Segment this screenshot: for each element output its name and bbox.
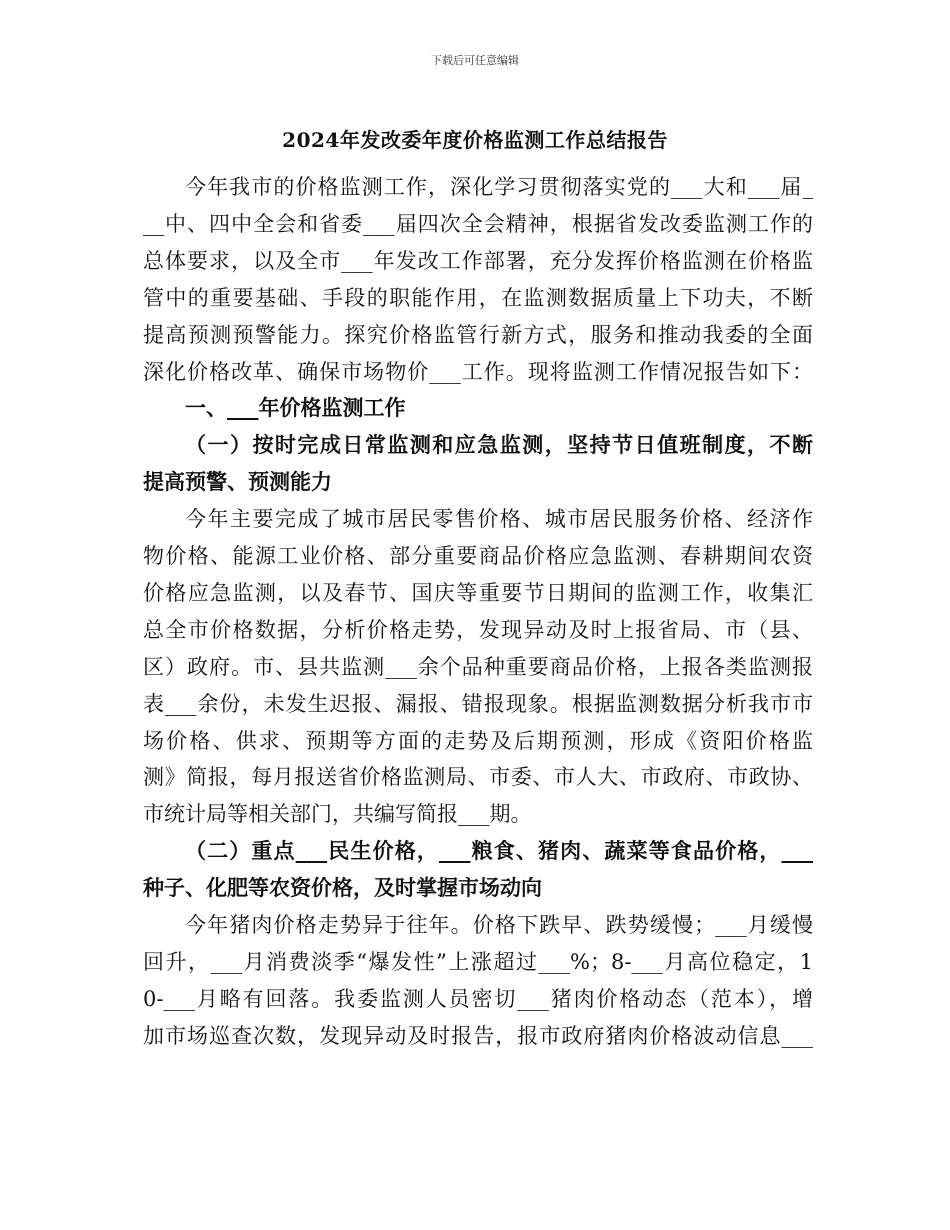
- body-line: 回升，___月消费淡季“爆发性”上涨超过___%；8-___月高位稳定，1: [143, 949, 813, 974]
- body-line: 加市场巡查次数，发现异动及时报告，报市政府猪肉价格波动信息___: [143, 1023, 813, 1048]
- header-note: 下载后可任意编辑: [431, 54, 519, 67]
- subsection-heading: （一）按时完成日常监测和应急监测，坚持节日值班制度，不断: [185, 432, 813, 458]
- subsection-heading: （二）重点___民生价格，___粮食、猪肉、蔬菜等食品价格，___: [185, 838, 813, 864]
- body-line: 场价格、供求、预期等方面的走势及后期预测，形成《资阳价格监: [143, 728, 813, 753]
- body-line: 表___余份，未发生迟报、漏报、错报现象。根据监测数据分析我市市: [143, 691, 813, 716]
- body-line: 市统计局等相关部门，共编写简报___期。: [143, 802, 532, 827]
- body-line: 物价格、能源工业价格、部分重要商品价格应急监测、春耕期间农资: [143, 544, 813, 568]
- body-line: __中、四中全会和省委___届四次全会精神，根据省发改委监测工作的: [143, 211, 813, 236]
- body-line: 0-___月略有回落。我委监测人员密切___猪肉价格动态（范本），增: [143, 986, 813, 1011]
- body-line: 管中的重要基础、手段的职能作用，在监测数据质量上下功夫，不断: [143, 285, 813, 310]
- section-heading: 一、___年价格监测工作: [185, 395, 406, 421]
- document-title: 2024年发改委年度价格监测工作总结报告: [282, 128, 668, 152]
- body-line: 提高预测预警能力。探究价格监管行新方式，服务和推动我委的全面: [143, 322, 813, 347]
- body-line: 总体要求，以及全市___年发改工作部署，充分发挥价格监测在价格监: [143, 248, 813, 273]
- body-line: 今年猪肉价格走势异于往年。价格下跌早、跌势缓慢；___月缓慢: [185, 913, 813, 937]
- subsection-heading: 种子、化肥等农资价格，及时掌握市场动向: [143, 875, 542, 901]
- body-line: 价格应急监测，以及春节、国庆等重要节日期间的监测工作，收集汇: [143, 580, 813, 605]
- body-line: 深化价格改革、确保市场物价___工作。现将监测工作情况报告如下：: [143, 359, 813, 384]
- body-line: 测》简报，每月报送省价格监测局、市委、市人大、市政府、市政协、: [143, 765, 813, 790]
- body-line: 总全市价格数据，分析价格走势，发现异动及时上报省局、市（县、: [143, 617, 813, 642]
- body-line: 今年主要完成了城市居民零售价格、城市居民服务价格、经济作: [185, 507, 813, 532]
- subsection-heading: 提高预警、预测能力: [143, 469, 332, 495]
- body-line: 今年我市的价格监测工作，深化学习贯彻落实党的___大和___届_: [185, 175, 813, 199]
- body-line: 区）政府。市、县共监测___余个品种重要商品价格，上报各类监测报: [143, 654, 813, 679]
